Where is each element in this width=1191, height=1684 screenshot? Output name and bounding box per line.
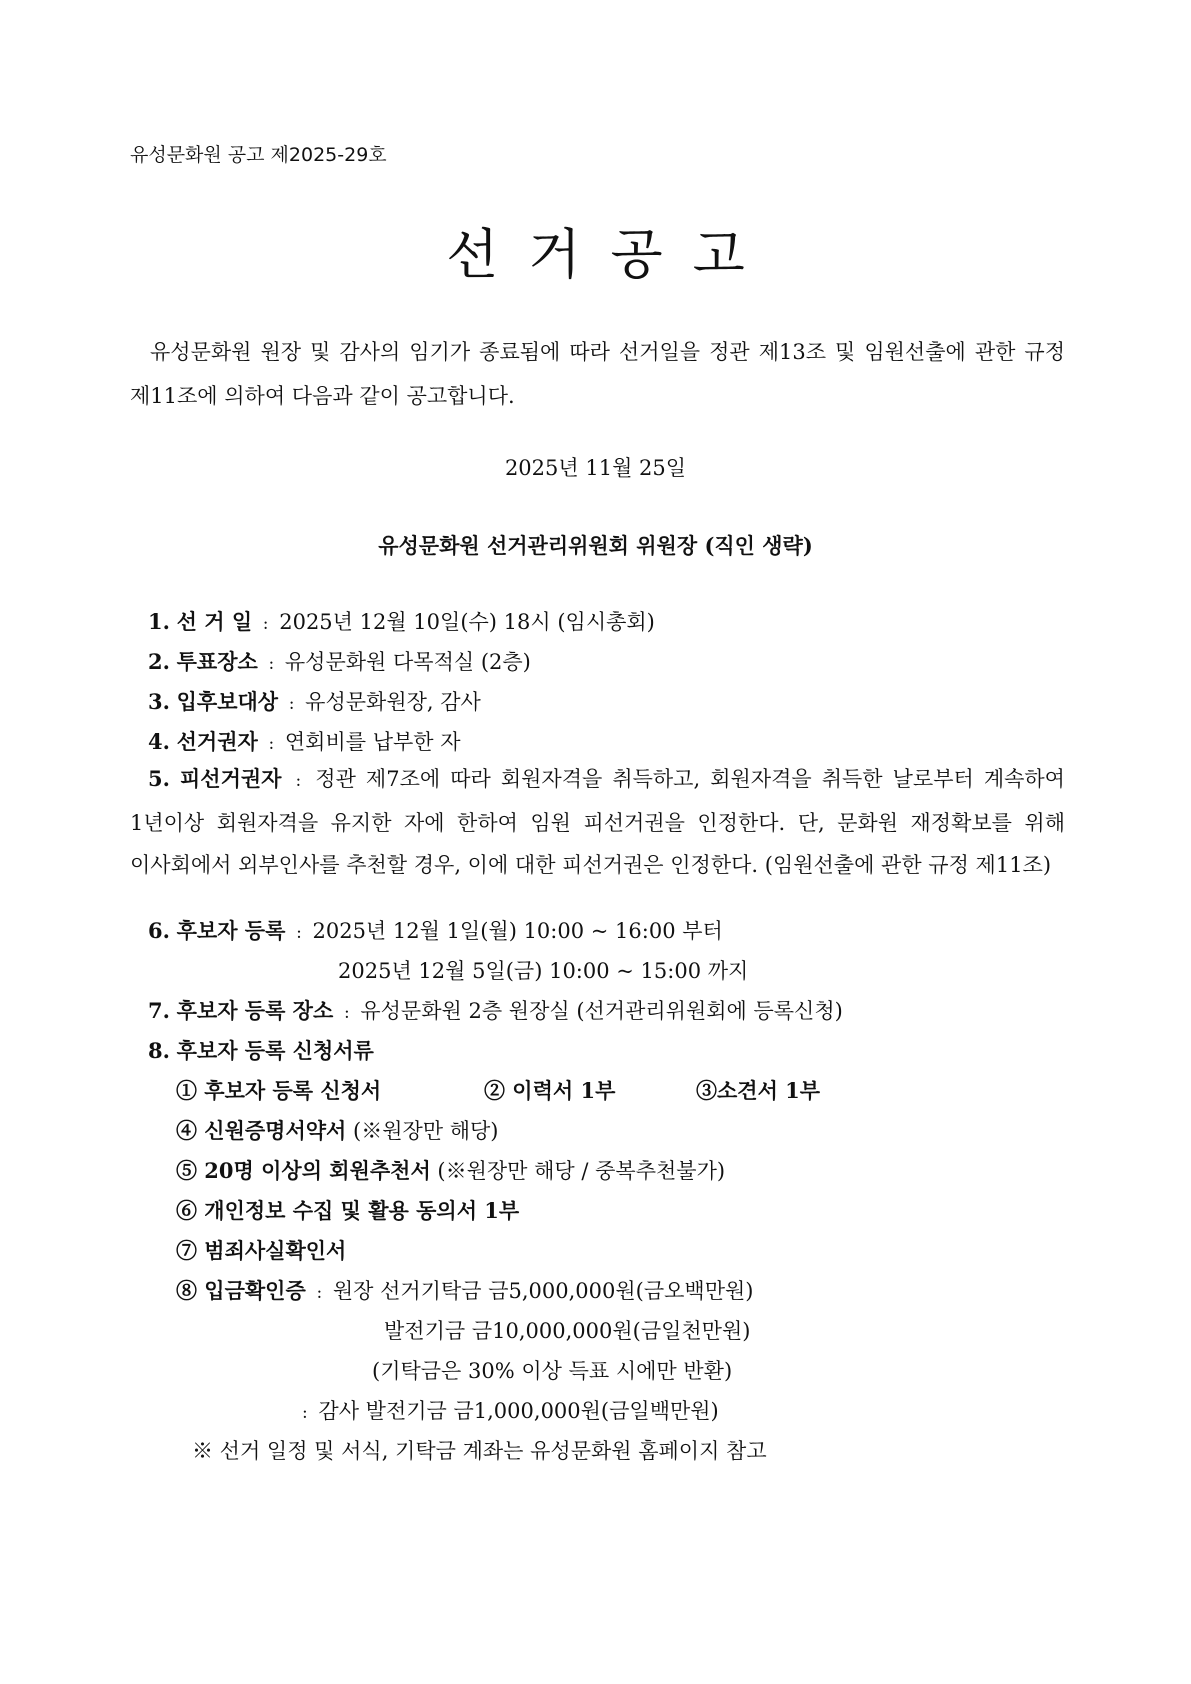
- document-3-statement: ③소견서 1부: [696, 1078, 821, 1103]
- item-7-label: 후보자 등록 장소: [176, 998, 334, 1023]
- item-4: [148, 726, 461, 756]
- item-2-separator: :: [268, 654, 275, 674]
- document-title: 선거공고: [446, 223, 775, 286]
- item-4-number: 4.: [148, 729, 170, 754]
- item-8-label: 후보자 등록 신청서류: [176, 1038, 374, 1063]
- item-8-number: 8.: [148, 1038, 170, 1063]
- item-5-number: 5.: [148, 766, 170, 791]
- footnote: ※ 선거 일정 및 서식, 기탁금 계좌는 유성문화원 홈페이지 참고: [192, 1439, 767, 1463]
- item-7-separator: :: [343, 1003, 350, 1023]
- item-1: [148, 606, 655, 636]
- item-3-value: 유성문화원장, 감사: [305, 690, 481, 714]
- item-1-value: 2025년 12월 10일(수) 18시 (임시총회): [279, 610, 655, 634]
- item-3-separator: :: [288, 694, 295, 714]
- item-4-value: 연회비를 납부한 자: [284, 730, 461, 754]
- notice-date: 2025년 11월 25일: [504, 456, 687, 480]
- item-5-label: 피선거권자: [180, 766, 282, 791]
- document-4: [176, 1115, 499, 1145]
- document-5-note: (※원장만 해당 / 중복추천불가): [437, 1159, 726, 1183]
- document-4-note: (※원장만 해당): [353, 1119, 499, 1143]
- item-6-period-end: 2025년 12월 5일(금) 10:00 ~ 15:00 까지: [338, 959, 749, 983]
- item-6-number: 6.: [148, 918, 170, 943]
- item-5-value: 정관 제7조에 따라 회원자격을 취득하고, 회원자격을 취득한 날로부터 계속하여 1년이상 회원자격을 유지한 자에 한하여 임원 피선거권을 인정한다. 단, 문화원 재정확보를 위해 이사회에서 외부인사를 추천할 경우, 이에 대한 피선거권은 인정한다. (임원선출에 관한 규정 제11조): [130, 767, 1065, 877]
- item-4-separator: :: [268, 734, 275, 754]
- item-2-number: 2.: [148, 649, 170, 674]
- item-1-label: 선 거 일: [176, 609, 253, 634]
- item-1-number: 1.: [148, 609, 170, 634]
- item-7-number: 7.: [148, 998, 170, 1023]
- item-7-value: 유성문화원 2층 원장실 (선거관리위원회에 등록신청): [360, 999, 843, 1023]
- document-8: [176, 1275, 753, 1305]
- document-4-label: ④ 신원증명서약서: [176, 1118, 347, 1143]
- document-6-consent: ⑥ 개인정보 수집 및 활용 동의서 1부: [176, 1198, 520, 1223]
- item-1-separator: :: [262, 614, 269, 634]
- document-8-development-fund: 발전기금 금10,000,000원(금일천만원): [384, 1319, 751, 1343]
- item-4-label: 선거권자: [176, 729, 258, 754]
- document-5-label: ⑤ 20명 이상의 회원추천서: [176, 1158, 431, 1183]
- document-8-label: ⑧ 입금확인증: [176, 1278, 306, 1303]
- document-8-separator: :: [316, 1283, 323, 1303]
- item-6: [148, 915, 723, 945]
- item-6-separator: :: [296, 923, 302, 943]
- item-2-value: 유성문화원 다목적실 (2층): [284, 650, 531, 674]
- document-8-refund-note: (기탁금은 30% 이상 득표 시에만 반환): [372, 1359, 733, 1383]
- document-8-deposit-director: 원장 선거기탁금 금5,000,000원(금오백만원): [332, 1279, 754, 1303]
- item-3-label: 입후보대상: [176, 689, 279, 714]
- item-8: [148, 1035, 374, 1065]
- item-6-period-start: 2025년 12월 1일(월) 10:00 ~ 16:00 부터: [312, 919, 723, 943]
- intro-paragraph: 유성문화원 원장 및 감사의 임기가 종료됨에 따라 선거일을 정관 제13조 및 임원선출에 관한 규정 제11조에 의하여 다음과 같이 공고합니다.: [130, 340, 1065, 408]
- document-1-application: ① 후보자 등록 신청서: [176, 1078, 382, 1103]
- document-7-criminal-record: ⑦ 범죄사실확인서: [176, 1238, 347, 1263]
- document-8-auditor: [298, 1395, 719, 1425]
- item-3-number: 3.: [148, 689, 170, 714]
- document-8-auditor-separator: :: [302, 1403, 308, 1423]
- document-5: [176, 1155, 725, 1185]
- item-2: [148, 646, 531, 676]
- item-3: [148, 686, 481, 716]
- item-6-label: 후보자 등록: [176, 918, 286, 943]
- item-7: [148, 995, 843, 1025]
- document-8-auditor-fund: 감사 발전기금 금1,000,000원(금일백만원): [318, 1399, 719, 1423]
- notice-reference-number: 유성문화원 공고 제2025-29호: [130, 144, 387, 166]
- item-2-label: 투표장소: [176, 649, 258, 674]
- issuer-line: 유성문화원 선거관리위원회 위원장 (직인 생략): [378, 533, 813, 558]
- item-5-separator: :: [295, 771, 302, 791]
- document-2-resume: ② 이력서 1부: [484, 1078, 616, 1103]
- item-5: [130, 758, 1065, 886]
